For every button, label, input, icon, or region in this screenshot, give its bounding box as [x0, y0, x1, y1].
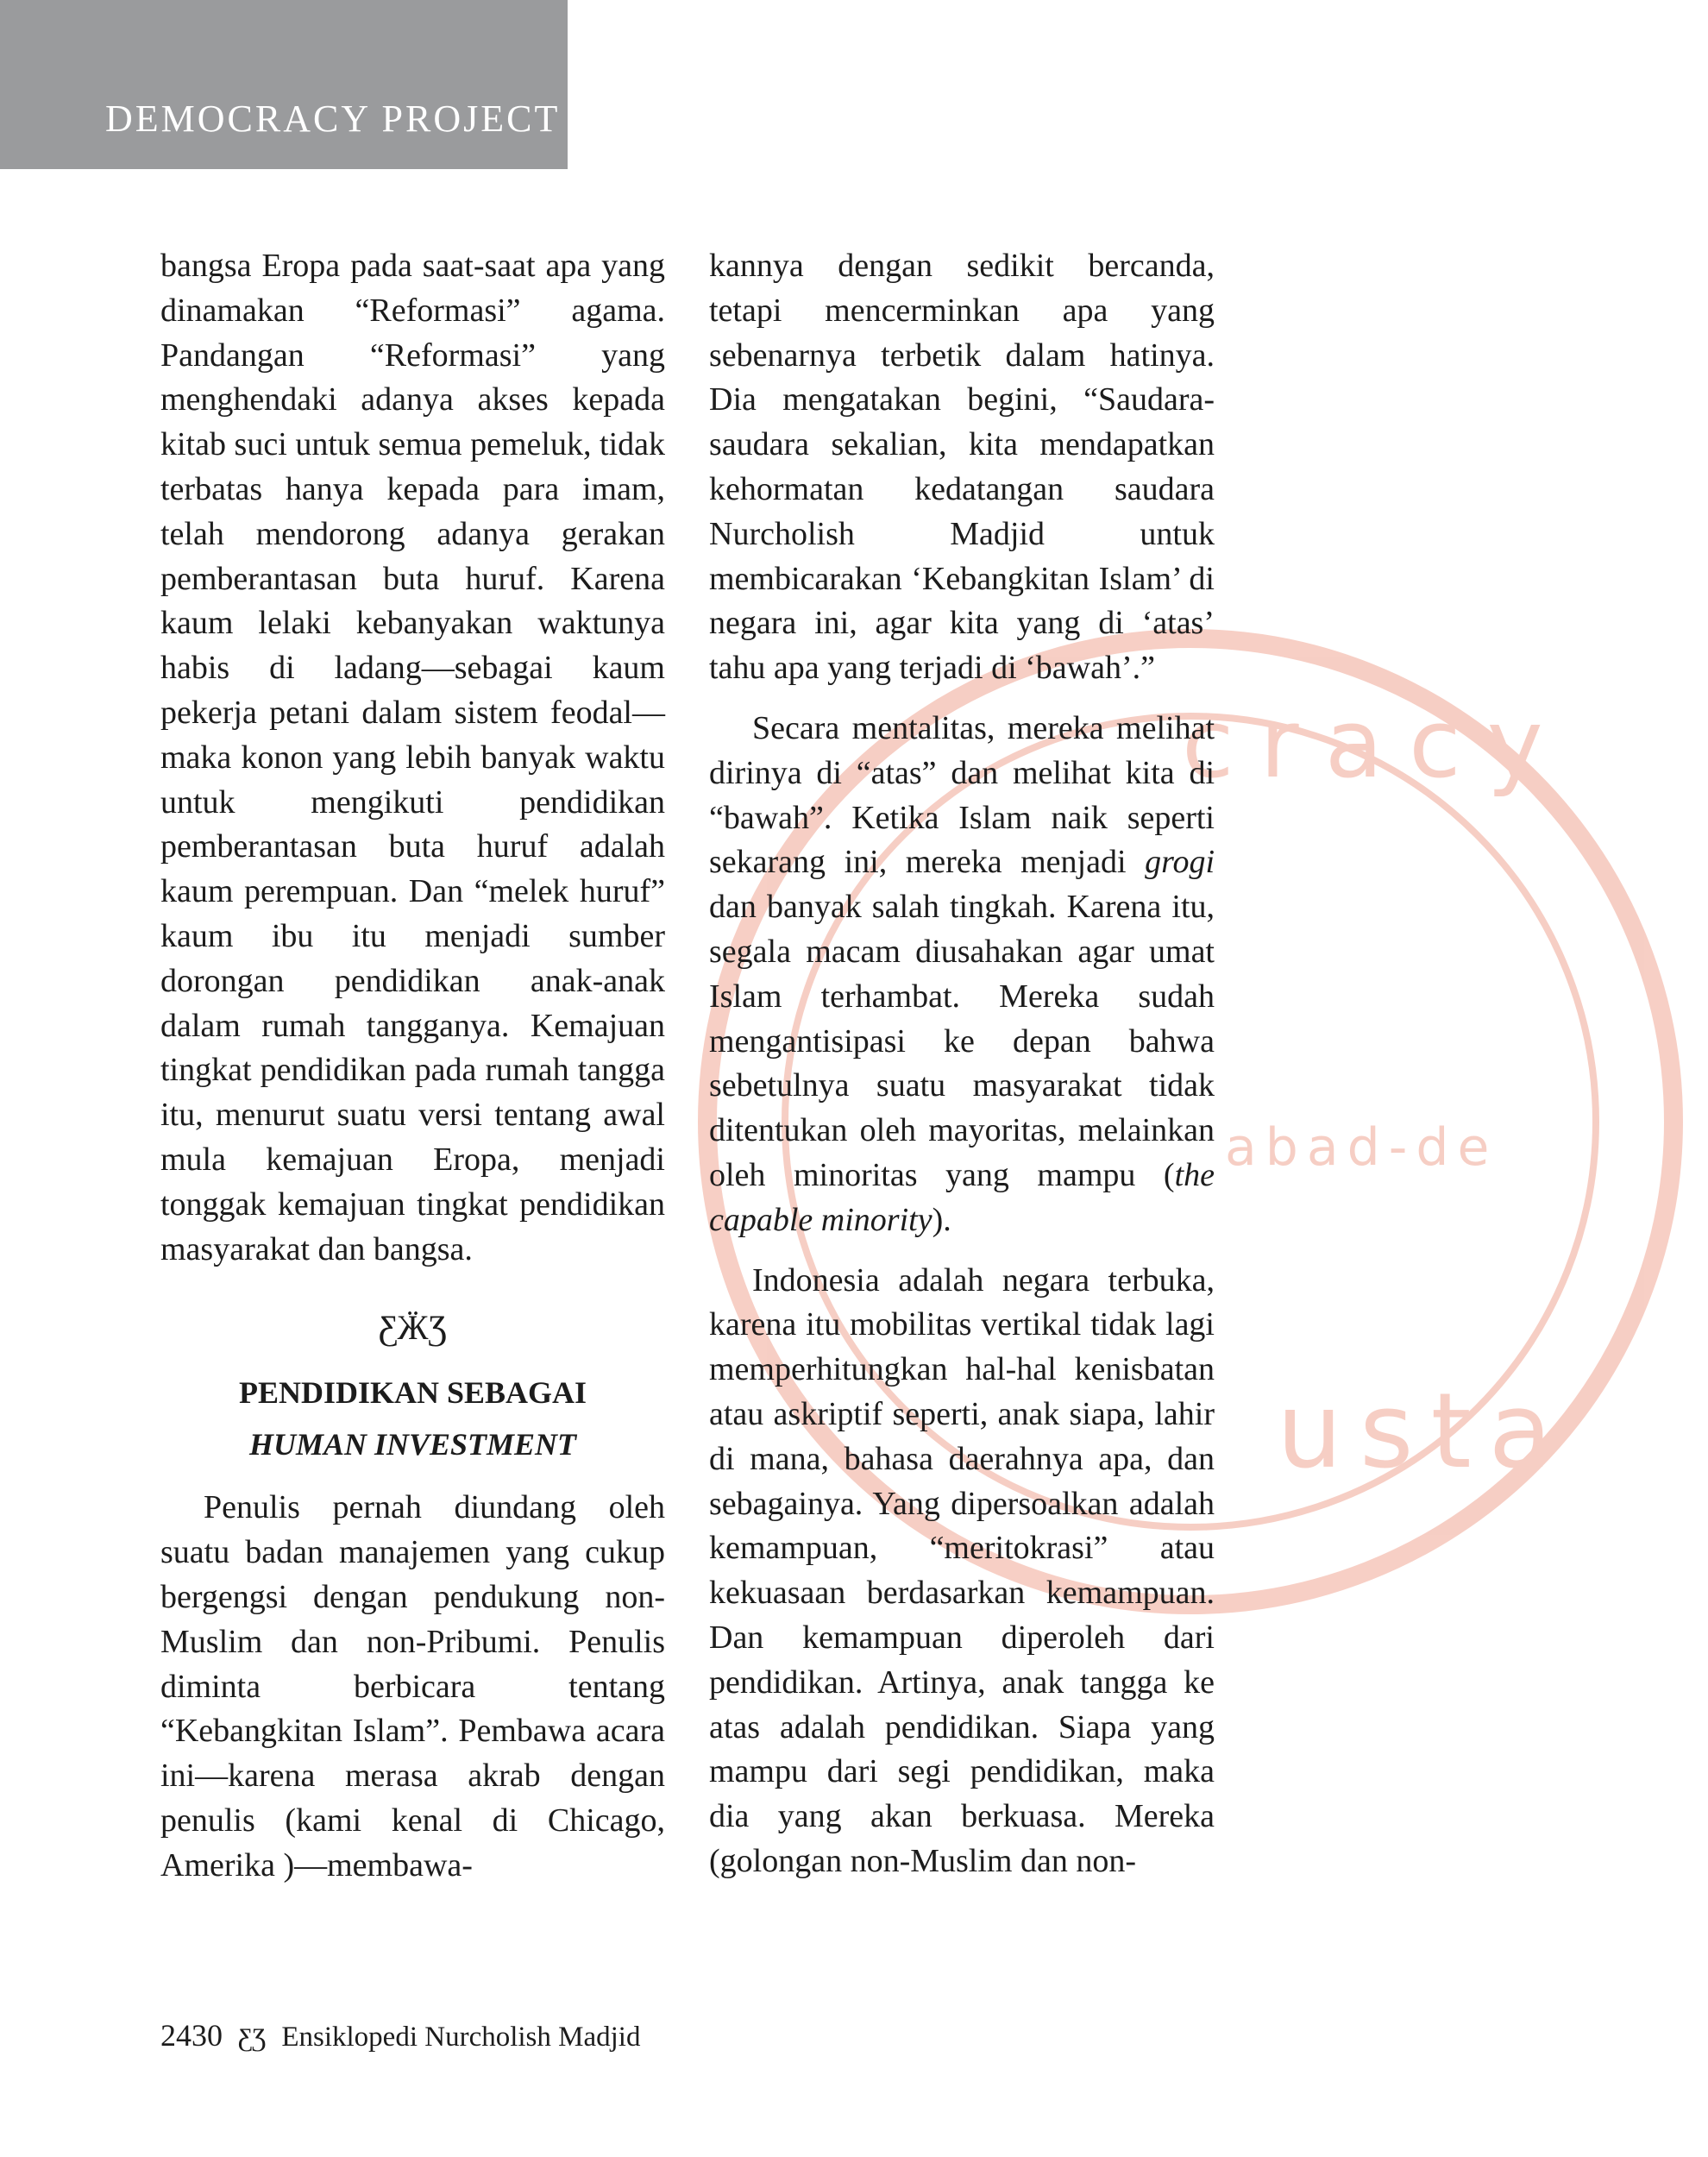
- watermark-text-mid: abad-de: [1225, 1117, 1498, 1178]
- left-paragraph-1: bangsa Eropa pada saat-saat apa yang dinamakan “Reformasi” agama. Pandangan “Reformasi” yang menghendaki adanya akses kepada kitab suci untuk semua pemeluk, tidak terbatas hanya kepada para imam, telah mendorong adanya gerakan pemberantasan buta huruf. Karena kaum lelaki kebanyakan waktunya habis di ladang—sebagai kaum pekerja petani dalam sistem feodal—maka konon yang lebih banyak waktu untuk mengikuti pendidikan pemberantasan buta huruf adalah kaum perempuan. Dan “melek huruf” kaum ibu itu menjadi sumber dorongan pendidikan anak-anak dalam rumah tangganya. Kemajuan tingkat pendidikan pada rumah tangga itu, menurut suatu versi tentang awal mula kemajuan Eropa, menjadi tonggak kemajuan tingkat pendidikan masyarakat dan bangsa.: [160, 248, 665, 1267]
- section-title-line1: PENDIDIKAN SEBAGAI: [238, 1375, 587, 1411]
- header-band: [0, 0, 568, 169]
- footer-ornament: ƸƷ: [238, 2023, 267, 2052]
- right-paragraph-2: [709, 707, 1215, 1243]
- left-paragraph-2: Penulis pernah diundang oleh suatu badan manajemen yang cukup bergengsi dengan pendukung non-Muslim dan non-Pribumi. Penulis diminta berbicara tentang “Kebangkitan Islam”. Pembawa acara ini—karena merasa akrab dengan penulis (kami kenal di Chicago, Amerika )—membawa-: [160, 1489, 665, 1883]
- right-paragraph-2-text-c: ).: [932, 1201, 951, 1238]
- running-header: DEMOCRACY PROJECT: [105, 97, 561, 140]
- section-ornament: ƸӜƷ: [379, 1308, 447, 1348]
- right-paragraph-2-text-a: Secara mentalitas, mereka melihat dirinya di “atas” dan melihat kita di “bawah”. Ketika Islam naik seperti sekarang ini, mereka menjadi: [709, 709, 1215, 881]
- right-paragraph-2-text-b: dan banyak salah tingkah. Karena itu, segala macam diusahakan agar umat Islam terhambat. Mereka sudah mengantisipasi ke depan bahwa sebetulnya suatu masyarakat tidak ditentukan oleh mayoritas, melainkan oleh minoritas yang mampu (: [709, 889, 1215, 1193]
- page-number: 2430: [160, 2018, 223, 2053]
- book-title: Ensiklopedi Nurcholish Madjid: [281, 2022, 641, 2053]
- page-footer: [160, 2017, 640, 2053]
- watermark-text-top: cracy: [1182, 689, 1569, 799]
- italic-grogi: grogi: [1145, 844, 1215, 881]
- left-column: [160, 244, 665, 1889]
- section-title: [160, 1367, 665, 1470]
- right-column: [709, 244, 1215, 1884]
- watermark-text-bottom: usta: [1277, 1372, 1570, 1492]
- right-paragraph-1: kannya dengan sedikit bercanda, tetapi mencerminkan apa yang sebenarnya terbetik dalam hatinya. Dia mengatakan begini, “Saudara-saudara sekalian, kita mendapatkan kehormatan kedatangan saudara Nurcholish Madjid untuk membicarakan ‘Kebangkitan Islam’ di negara ini, agar kita yang di ‘atas’ tahu apa yang terjadi di ‘bawah’.”: [709, 248, 1215, 687]
- section-title-line2: HUMAN INVESTMENT: [248, 1427, 577, 1462]
- italic-capable-minority: the capable minority: [709, 1156, 1215, 1238]
- right-paragraph-3: Indonesia adalah negara terbuka, karena itu mobilitas vertikal tidak lagi memperhitungkan hal-hal kenisbatan atau askriptif seperti, anak siapa, lahir di mana, bahasa daerahnya apa, dan sebagainya. Yang dipersoalkan adalah kemampuan, “meritokrasi” atau kekuasaan berdasarkan kemampuan. Dan kemampuan diperoleh dari pendidikan. Artinya, anak tangga ke atas adalah pendidikan. Siapa yang mampu dari segi pendidikan, maka dia yang akan berkuasa. Mereka (golongan non-Muslim dan non-: [709, 1261, 1215, 1879]
